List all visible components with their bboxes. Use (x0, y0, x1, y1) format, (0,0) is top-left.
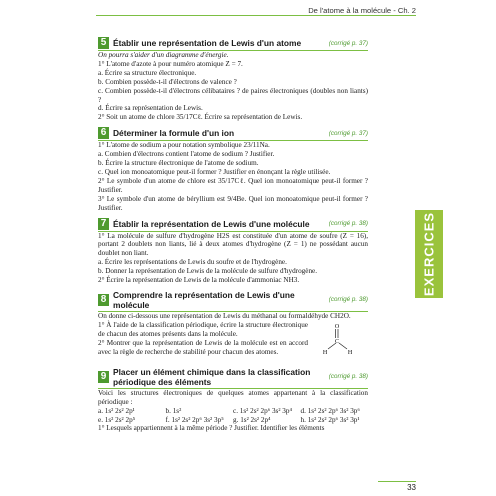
question-line: c. Quel ion monoatomique peut-il former ? Justifier en énonçant la règle utilisée. (98, 167, 331, 176)
lewis-structure-figure (308, 321, 368, 362)
config-item: b. 1s² (165, 406, 182, 415)
question-line: 2° Soit un atome de chlore 35/17Cℓ. Écrire sa représentation de Lewis. (98, 113, 303, 122)
correction-link[interactable]: (corrigé p. 37) (328, 129, 368, 137)
exercise-title: Comprendre la représentation de Lewis d'une molécule (113, 289, 295, 310)
exercise-header (98, 367, 368, 389)
question-line: a. Combien d'électrons contient l'atome de sodium ? Justifier. (98, 150, 275, 159)
correction-link[interactable]: (corrigé p. 38) (328, 296, 368, 304)
electron-config-grid (98, 407, 368, 425)
question-line: 3° Le symbole d'un atome de béryllium est 9/4Be. Quel ion monoatomique peut-il former ? Justifier. (98, 194, 368, 212)
exercise-number: 6 (98, 127, 109, 139)
question-line: a. Écrire sa structure électronique. (98, 68, 197, 77)
atom-oxygen: O (334, 323, 340, 330)
exercise-title: Établir une représentation de Lewis d'un atome (113, 38, 302, 48)
exercise-header (98, 290, 368, 312)
exercise-column (98, 32, 368, 433)
question-line: b. Écrire la structure électronique de l'atome de sodium. (98, 159, 259, 168)
side-tab-label: EXERCICES (421, 211, 437, 297)
question-line: c. Combien possède-t-il d'électrons célibataires ? de paires électroniques (doubles non liants) ? (98, 86, 368, 104)
question-line: 2° Le symbole d'un atome de chlore est 35/17Cℓ. Quel ion monoatomique peut-il former ? Justifier. (98, 176, 368, 194)
exercise-header (98, 37, 368, 51)
methanal-lewis-diagram (308, 321, 368, 357)
question-line: 1° À l'aide de la classification périodique, écrire la structure électronique de chacun des atomes présents dans la molécule. (98, 320, 308, 338)
question-line: 1° La molécule de sulfure d'hydrogène H2S est constituée d'un atome de soufre (Z = 16), portant 2 doublets non liants, lié à deux atomes d'hydrogène (Z = 1) ne possédant aucun doublet non liant. (98, 231, 368, 258)
exercise-6 (98, 127, 368, 212)
exercise-intro: Voici les structures électroniques de quelques atomes appartenant à la classification périodique : (98, 388, 368, 406)
question-line: a. Écrire les représentations de Lewis du soufre et de l'hydrogène. (98, 258, 287, 267)
question-line: b. Donner la représentation de Lewis de la molécule de sulfure d'hydrogène. (98, 267, 318, 276)
exercise-intro: On donne ci-dessous une représentation de Lewis du méthanal ou formaldéhyde CH2O. (98, 311, 351, 320)
exercise-8 (98, 290, 368, 362)
exercise-5 (98, 37, 368, 122)
exercise-number: 9 (98, 371, 109, 383)
exercise-title: Établir la représentation de Lewis d'une molécule (113, 218, 310, 229)
config-item: a. 1s² 2s² 2p¹ (98, 406, 135, 415)
exercise-title: Placer un élément chimique dans la classification périodique des éléments (113, 366, 311, 387)
question-line: d. Écrire sa représentation de Lewis. (98, 104, 203, 113)
section-side-tab (415, 210, 443, 298)
config-item: h. 1s² 2s² 2p⁶ 3s² 3p¹ (300, 415, 360, 424)
page-number-divider (378, 481, 416, 482)
atom-carbon: C (334, 338, 340, 345)
atom-hydrogen: H (347, 349, 353, 356)
question-line: 1° L'atome de sodium a pour notation symbolique 23/11Na. (98, 141, 270, 150)
header-divider (96, 15, 416, 16)
question-with-figure (98, 321, 368, 362)
exercise-7 (98, 218, 368, 285)
config-item: c. 1s² 2s² 2p⁶ 3s² 3p⁴ (233, 406, 292, 415)
atom-hydrogen: H (322, 349, 328, 356)
correction-link[interactable]: (corrigé p. 38) (328, 220, 368, 227)
question-line: 1° Lesquels appartiennent à la même période ? Justifier. Identifier les éléments (98, 424, 325, 433)
correction-link[interactable]: (corrigé p. 37) (328, 39, 368, 47)
config-item: e. 1s² 2s² 2p⁵ (98, 415, 136, 424)
question-line: 2° Écrire la représentation de Lewis de la molécule d'ammoniac NH3. (98, 276, 300, 285)
correction-link[interactable]: (corrigé p. 38) (328, 373, 368, 381)
exercise-header (98, 127, 368, 141)
exercise-title: Déterminer la formule d'un ion (113, 128, 235, 139)
exercise-9 (98, 367, 368, 434)
exercise-header (98, 218, 368, 232)
running-header: De l'atome à la molécule - Ch. 2 (308, 6, 416, 15)
exercise-intro: On pourra s'aider d'un diagramme d'énergie. (98, 51, 229, 59)
exercise-number: 5 (98, 37, 109, 49)
question-line: 2° Montrer que la représentation de Lewis de la molécule est en accord avec la règle de recherche de stabilité pour chacun des atomes. (98, 338, 308, 356)
config-item: f. 1s² 2s² 2p⁶ 3s² 3p⁵ (165, 415, 224, 424)
config-item: g. 1s² 2s² 2p⁴ (233, 415, 271, 424)
exercise-number: 8 (98, 294, 109, 306)
config-item: d. 1s² 2s² 2p⁶ 3s² 3p⁶ (300, 406, 360, 415)
page-number: 33 (407, 483, 416, 492)
question-line: b. Combien possède-t-il d'électrons de valence ? (98, 77, 237, 86)
exercise-number: 7 (98, 218, 109, 230)
question-line: 1° L'atome d'azote à pour numéro atomique Z = 7. (98, 59, 243, 68)
